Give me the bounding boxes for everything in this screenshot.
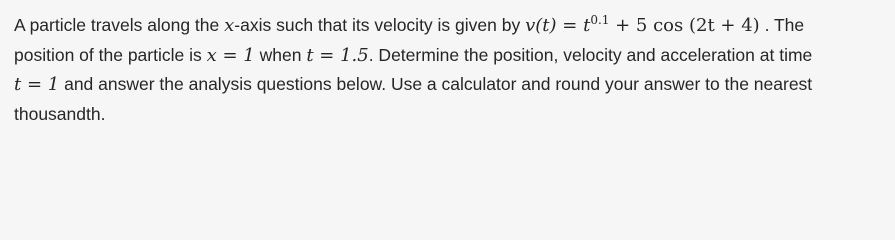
velocity-function-exponent: 0.1 [590,13,610,27]
problem-text: -axis such that its velocity is given by [234,15,526,35]
problem-text: . Determine the position, velocity and acceleration at time [368,44,813,65]
initial-position-equation: x = 1 [206,44,255,66]
velocity-function-rhs: + 5 cos (2t + 4) [609,15,760,36]
velocity-function-lhs: v(t) = t [525,15,591,36]
evaluation-time-equation: t = 1 [14,74,60,95]
problem-line-1 [14,11,883,41]
problem-line-4 [14,100,883,129]
problem-text: position of the particle is [14,44,207,65]
problem-line-3 [14,70,883,100]
initial-time-equation: t = 1.5 [306,44,369,66]
problem-text: A particle travels along the [14,15,225,35]
problem-text: when [254,44,307,65]
problem-text: thousandth. [14,103,106,124]
problem-text: . The [759,15,805,35]
math-variable-x: x [224,15,235,36]
problem-line-2 [14,41,883,71]
problem-text: and answer the analysis questions below. Use a calculator and round your answer to the nearest [59,74,813,94]
